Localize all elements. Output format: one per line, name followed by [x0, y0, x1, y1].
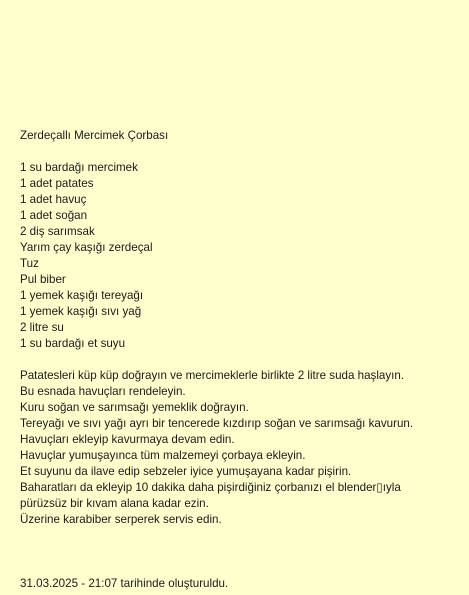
ingredient-item: 1 yemek kaşığı sıvı yağ [20, 305, 142, 318]
ingredient-item: 1 adet patates [20, 177, 94, 190]
ingredient-item: 2 litre su [20, 321, 64, 334]
ingredient-item: 1 su bardağı et suyu [20, 337, 126, 350]
instruction-line: Et suyunu da ilave edip sebzeler iyice yumuşayana kadar pişirin. [20, 465, 352, 478]
instruction-line: Havuçlar yumuşayınca tüm malzemeyi çorbaya ekleyin. [20, 449, 306, 462]
created-timestamp: 31.03.2025 - 21:07 tarihinde oluşturuldu. [20, 577, 229, 590]
ingredient-item: 1 yemek kaşığı tereyağı [20, 289, 144, 302]
ingredient-item: 1 adet havuç [20, 193, 87, 206]
instruction-line: Havuçları ekleyip kavurmaya devam edin. [20, 433, 235, 446]
ingredient-item: Yarım çay kaşığı zerdeçal [20, 241, 153, 254]
instruction-line: pürüzsüz bir kıvam alana kadar ezin. [20, 497, 209, 510]
recipe-title: Zerdeçallı Mercimek Çorbası [20, 129, 169, 142]
instructions-list [20, 368, 413, 528]
ingredient-item: Pul biber [20, 273, 66, 286]
instruction-line: Bu esnada havuçları rendeleyin. [20, 385, 186, 398]
ingredient-item: 1 adet soğan [20, 209, 88, 222]
instruction-line: Patatesleri küp küp doğrayın ve mercimeklerle birlikte 2 litre suda haşlayın. [20, 369, 405, 382]
instruction-line: Tereyağı ve sıvı yağı ayrı bir tencerede kızdırıp soğan ve sarımsağı kavurun. [20, 417, 414, 430]
ingredient-item: 2 diş sarımsak [20, 225, 95, 238]
instruction-line: Baharatları da ekleyip 10 dakika daha pişirdiğiniz çorbanızı el blender▯ıyla [20, 481, 401, 494]
ingredient-item: Tuz [20, 257, 39, 270]
ingredient-item: 1 su bardağı mercimek [20, 161, 138, 174]
instruction-line: Üzerine karabiber serperek servis edin. [20, 513, 222, 526]
ingredients-list [20, 160, 153, 352]
instruction-line: Kuru soğan ve sarımsağı yemeklik doğrayın. [20, 401, 249, 414]
